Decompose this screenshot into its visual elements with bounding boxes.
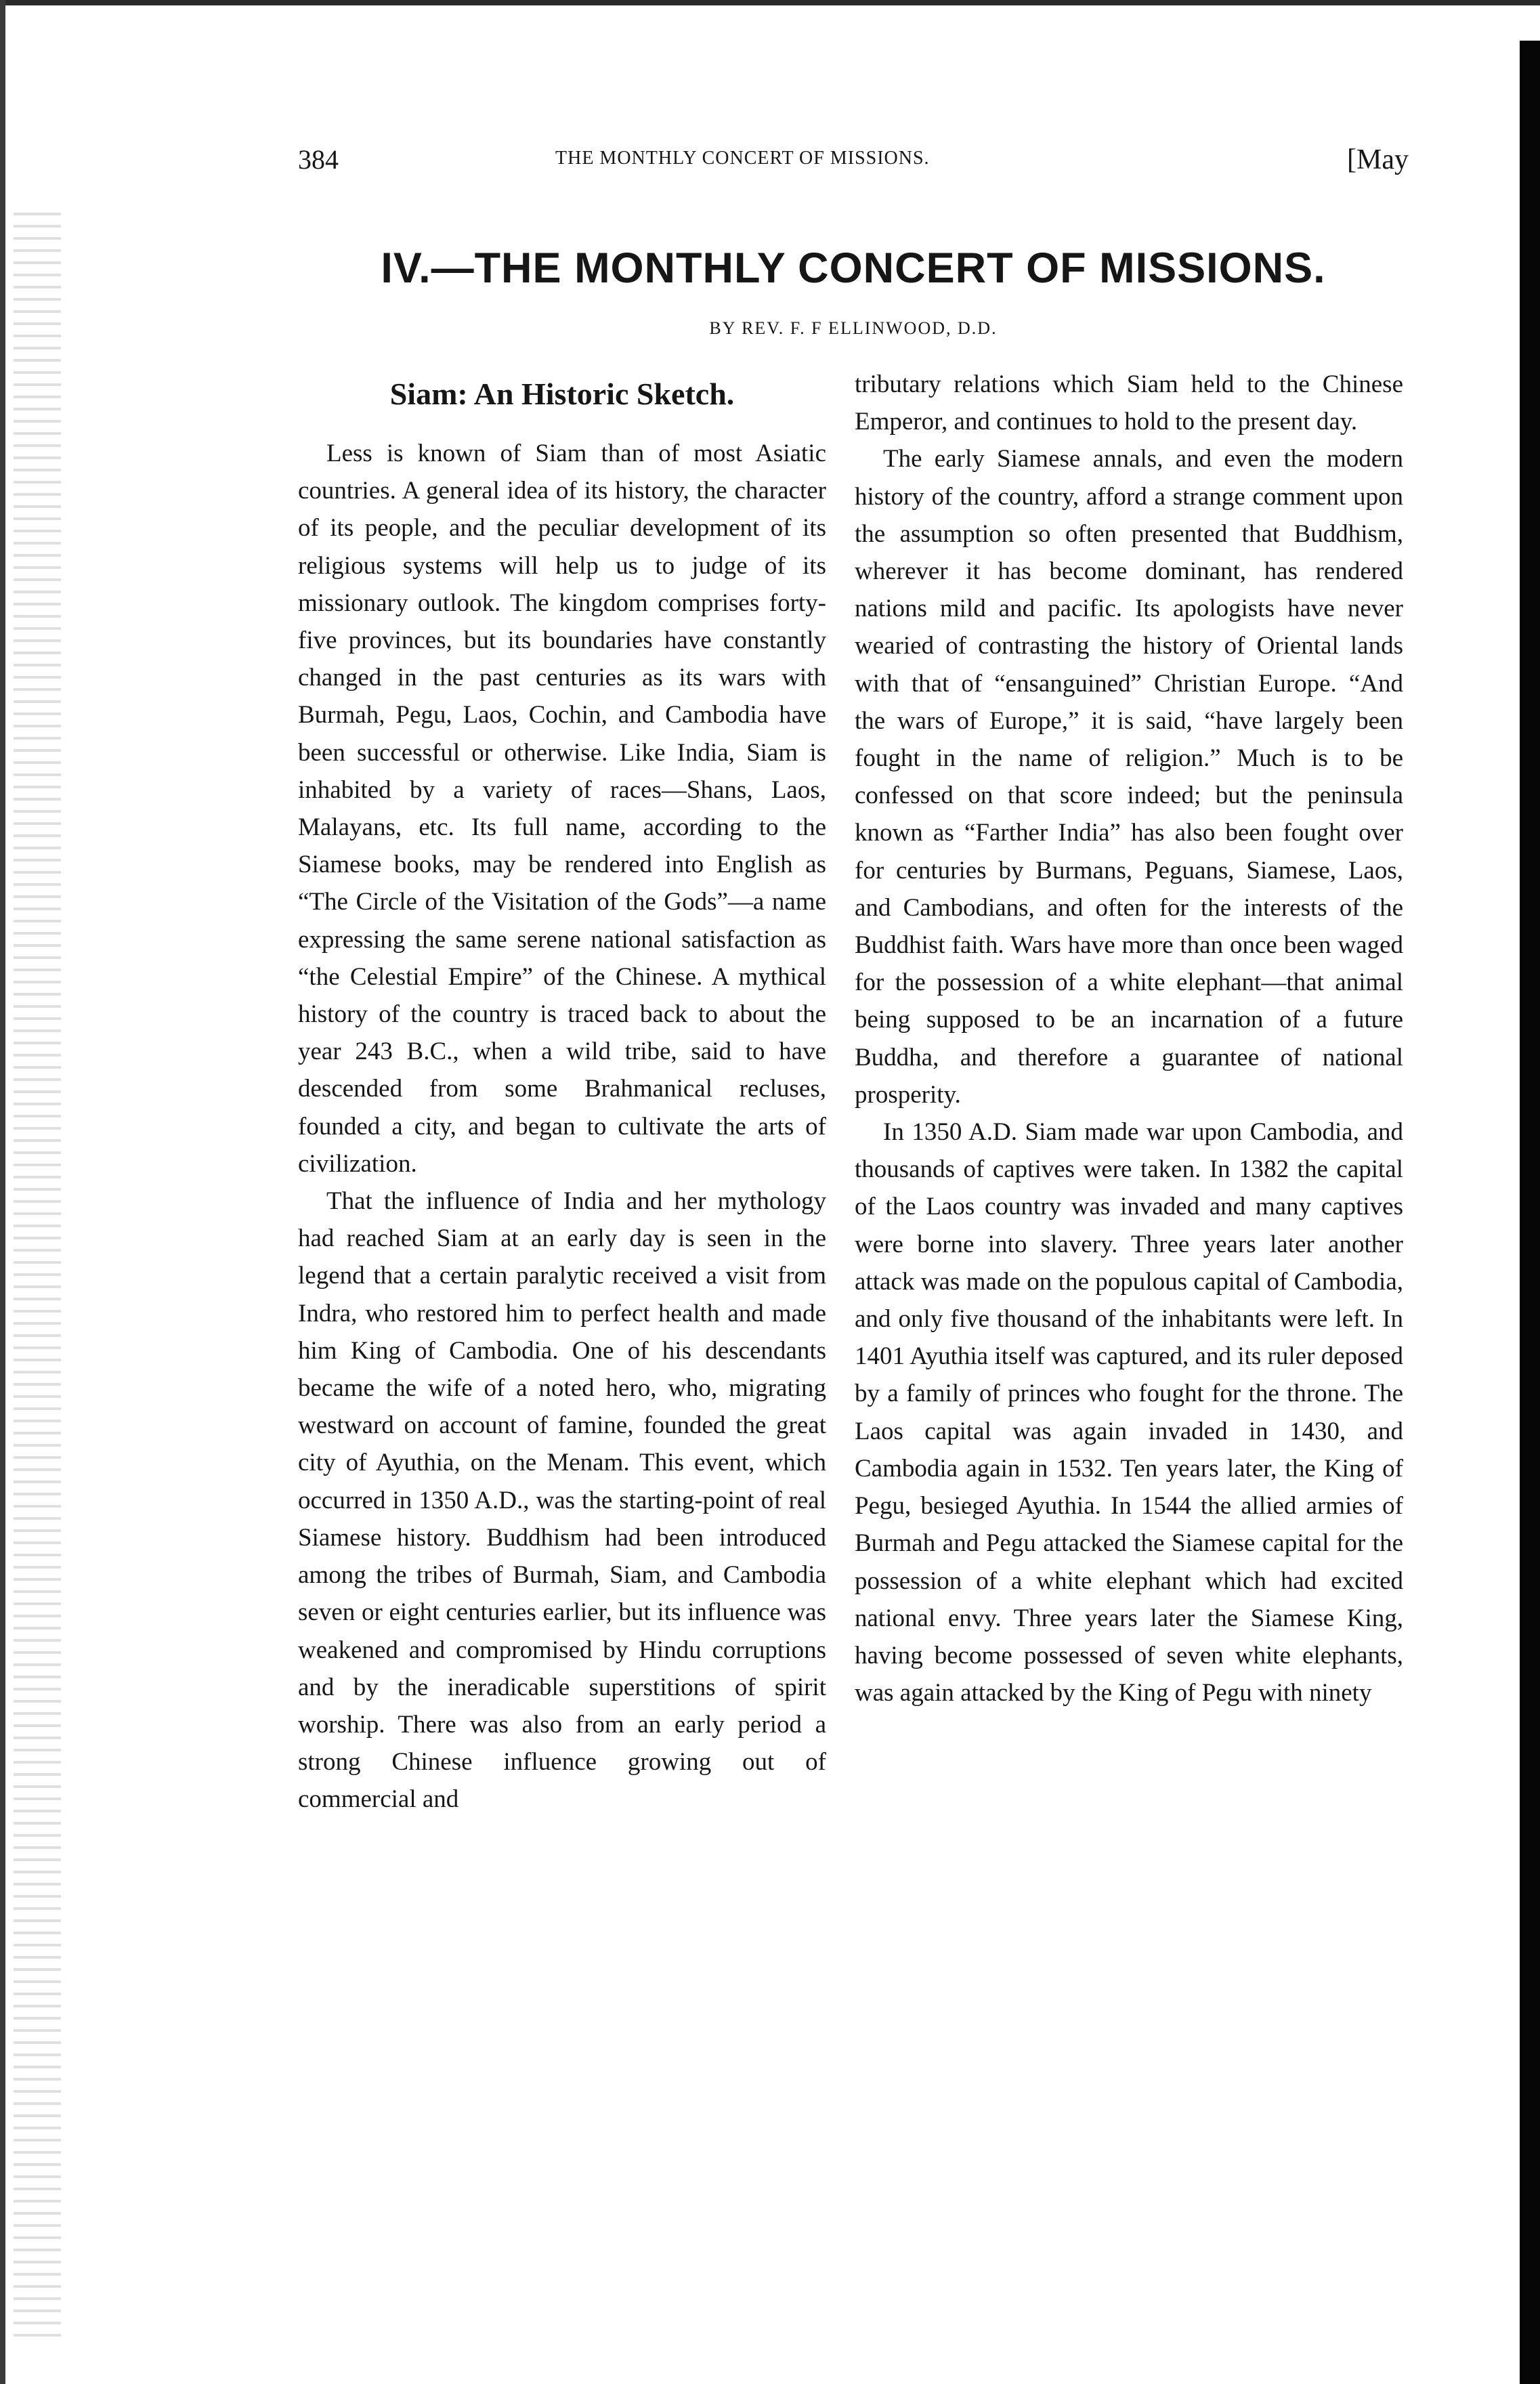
paragraph: The early Siamese annals, and even the modern history of the country, afford a strange comment upon the assumption so often presented that Buddhism, wherever it has become dominant, has rendered nations mild and pacific. Its apologists have never wearied of contrasting the history of Oriental lands with that of “ensanguined” Christian Europe. “And the wars of Europe,” it is said, “have largely been fought in the name of religion.” Much is to be confessed on that score indeed; but the peninsula known as “Farther India” has also been fought over for centuries by Burmans, Peguans, Siamese, Laos, and Cambodians, and often for the interests of the Buddhist faith. Wars have more than once been waged for the possession of a white elephant—that animal being supposed to be an incarnation of a future Buddha, and therefore a guarantee of national prosperity. [855, 445, 1403, 1109]
left-column [298, 366, 826, 1818]
paragraph: In 1350 A.D. Siam made war upon Cambodia, and thousands of captives were taken. In 1382 the capital of the Laos country was invaded and many captives were borne into slavery. Three years later another attack was made on the populous capital of Cambodia, and only five thousand of the inhabitants were left. In 1401 Ayuthia itself was captured, and its ruler deposed by a family of princes who fought for the throne. The Laos capital was again invaded in 1430, and Cambodia again in 1532. Ten years later, the King of Pegu, besieged Ayuthia. In 1544 the allied armies of Burmah and Pegu attacked the Siamese capital for the possession of a white elephant which had excited national envy. Three years later the Siamese King, having become possessed of seven white elephants, was again attacked by the King of Pegu with ninety [855, 1118, 1403, 1707]
paragraph-continued: tributary relations which Siam held to the Chinese Emperor, and continues to hold to the present day. [855, 370, 1403, 436]
article-title: IV.—THE MONTHLY CONCERT OF MISSIONS. [381, 244, 1326, 292]
running-head [298, 144, 1409, 184]
paragraph: That the influence of India and her mythology had reached Siam at an early day is seen in the legend that a certain paralytic received a visit from Indra, who restored him to perfect health and made him King of Cambodia. One of his descendants became the wife of a noted hero, who, migrating westward on account of famine, founded the great city of Ayuthia, on the Menam. This event, which occurred in 1350 A.D., was the starting-point of real Siamese history. Buddhism had been introduced among the tribes of Burmah, Siam, and Cambodia seven or eight centuries earlier, but its influence was weakened and compromised by Hindu corruptions and by the ineradicable superstitions of spirit worship. There was also from an early period a strong Chinese influence growing out of commercial and [298, 1187, 826, 1814]
section-heading: Siam: An Historic Sketch. [389, 377, 735, 411]
page-number: 384 [298, 144, 339, 175]
article-byline: BY REV. F. F ELLINWOOD, D.D. [709, 318, 998, 338]
paragraph: Less is known of Siam than of most Asiatic countries. A general idea of its history, the character of its people, and the peculiar development of its religious systems will help us to judge of its missionary outlook. The kingdom comprises forty-five provinces, but its boundaries have constantly changed in the past centuries as its wars with Burmah, Pegu, Laos, Cochin, and Cambodia have been successful or otherwise. Like India, Siam is inhabited by a variety of races—Shans, Laos, Malayans, etc. Its full name, according to the Siamese books, may be rendered into English as “The Circle of the Visitation of the Gods”—a name expressing the same serene national satisfaction as “the Celestial Empire” of the Chinese. A mythical history of the country is traced back to about the year 243 B.C., when a wild tribe, said to have descended from some Brahmanical recluses, founded a city, and began to cultivate the arts of civilization. [298, 440, 826, 1178]
right-column [855, 366, 1403, 1711]
running-head-month: [May [1347, 144, 1409, 175]
running-head-title: THE MONTHLY CONCERT OF MISSIONS. [555, 148, 930, 169]
